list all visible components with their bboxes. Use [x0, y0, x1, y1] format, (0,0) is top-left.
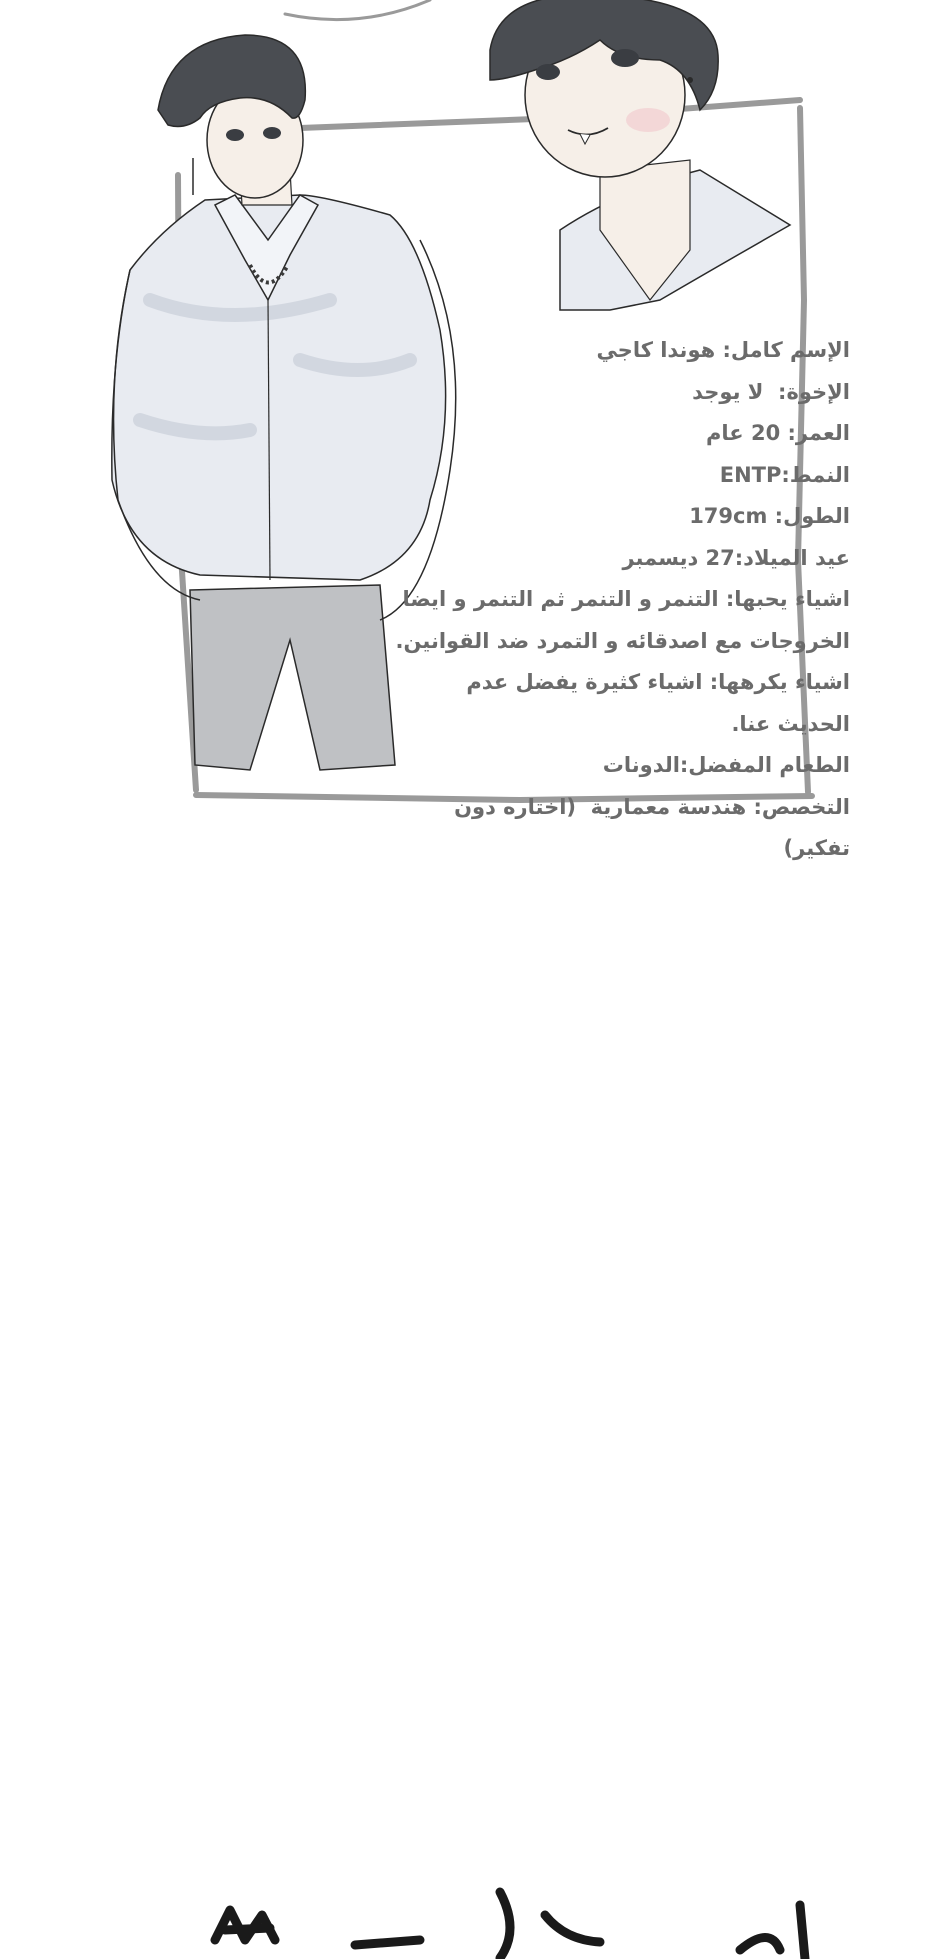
profile-height: الطول: 179cm — [689, 504, 850, 528]
profile-likes-continued: الخروجات مع اصدقائه و التمرد ضد القوانين. — [395, 628, 850, 653]
profile-full-name: الإسم كامل: هوندا كاجي — [596, 338, 850, 362]
title-calligraphy — [0, 1870, 940, 1959]
portrait-bust — [490, 0, 790, 310]
profile-major: التخصص: هندسة معمارية (اختاره دون — [454, 794, 850, 819]
profile-dislikes-continued: الحديث عنا. — [731, 711, 850, 736]
profile-siblings: الإخوة: لا يوجد — [692, 379, 850, 404]
profile-favorite-food: الطعام المفضل:الدونات — [602, 753, 850, 777]
profile-dislikes: اشياء يكرهها: اشياء كثيرة يفضل عدم — [466, 670, 850, 694]
figure-pants — [190, 585, 395, 770]
character-profile — [380, 330, 850, 870]
profile-likes: اشياء يحبها: التنمر و التنمر ثم التنمر و ايضا — [402, 587, 850, 611]
profile-personality-type: النمط:ENTP — [719, 462, 850, 487]
profile-age: العمر: 20 عام — [706, 421, 850, 445]
profile-birthday: عيد الميلاد:27 ديسمبر — [622, 545, 850, 570]
profile-major-continued: تفكير) — [783, 836, 850, 860]
